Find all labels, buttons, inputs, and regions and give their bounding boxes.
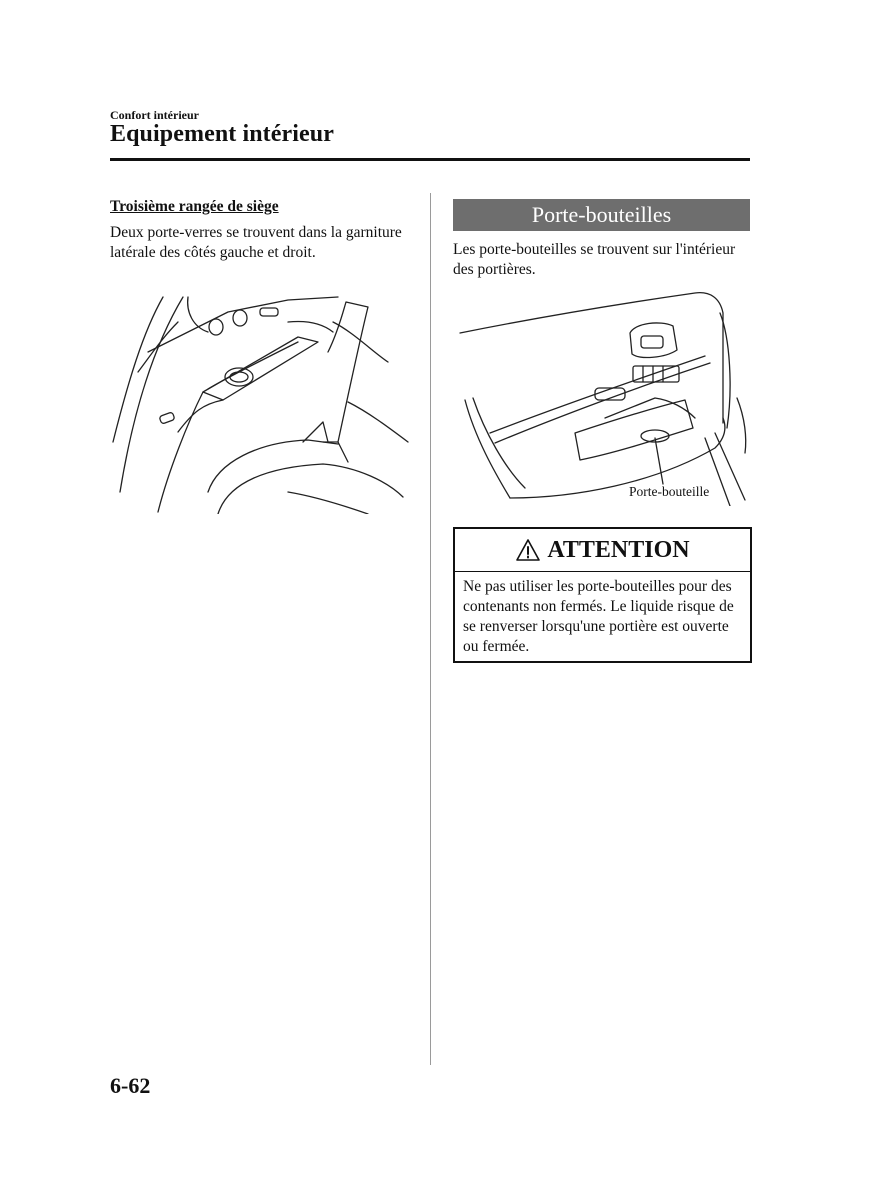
column-divider [430, 193, 431, 1065]
warning-header [455, 529, 750, 572]
cup-holder-paragraph: Deux porte-verres se trouvent dans la garniture latérale des côtés gauche et droit. [110, 224, 402, 261]
page-title: Equipement intérieur [110, 121, 334, 147]
warning-text: Ne pas utiliser les porte-bouteilles pour des contenants non fermés. Le liquide risque de se renverser lorsqu'une portière est ouverte ou fermée. [463, 578, 734, 655]
subheading-third-row: Troisième rangée de siège [110, 198, 279, 215]
section-banner: Porte-bouteilles [453, 199, 750, 231]
warning-title: ATTENTION [547, 536, 690, 563]
figure-callout: Porte-bouteille [629, 484, 710, 499]
warning-box [453, 527, 752, 663]
warning-triangle-icon [515, 538, 541, 562]
heading-rule [110, 158, 750, 161]
bottle-holder-paragraph: Les porte-bouteilles se trouvent sur l'intérieur des portières. [453, 241, 736, 278]
third-row-cup-holder-illustration [108, 292, 410, 514]
door-bottle-holder-illustration [455, 288, 750, 506]
section-label: Confort intérieur [110, 108, 199, 122]
page-number: 6-62 [110, 1073, 151, 1098]
